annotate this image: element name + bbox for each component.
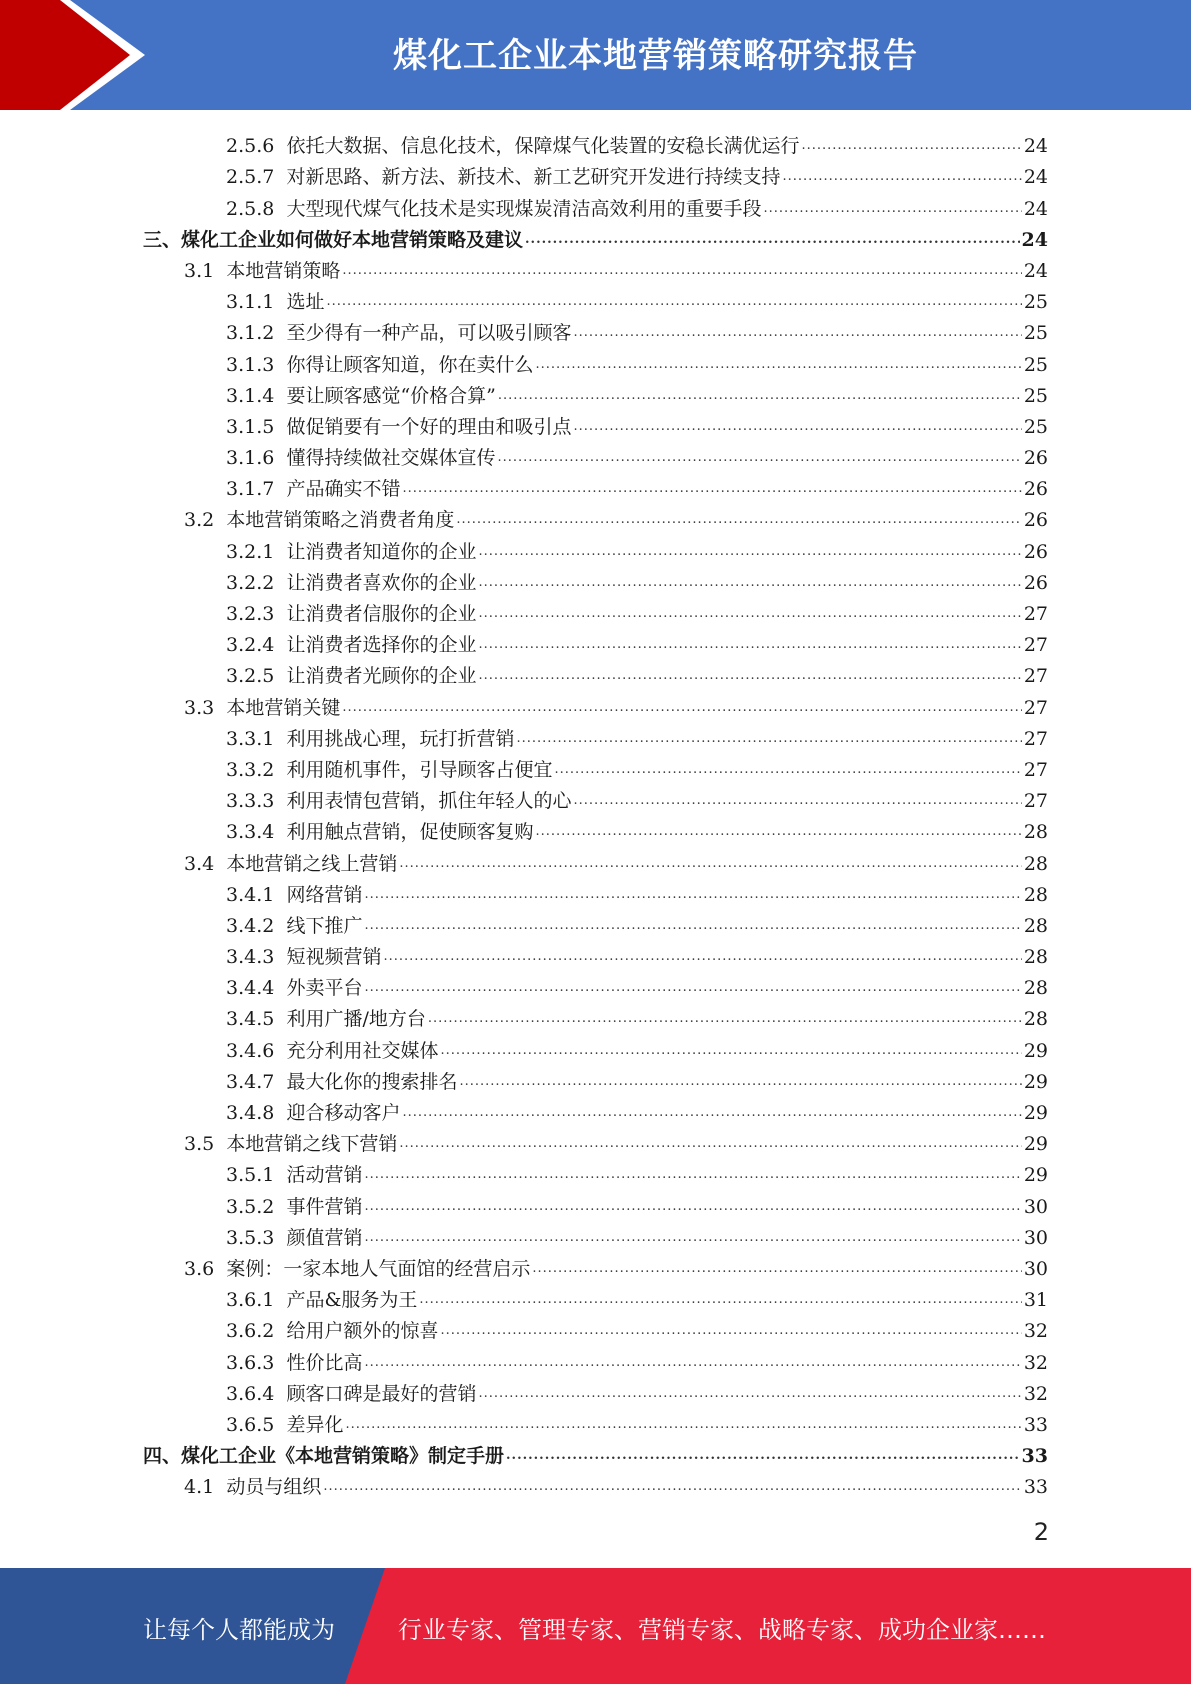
toc-dot-leader: [364, 1195, 1021, 1219]
toc-dot-leader: [456, 508, 1021, 532]
toc-entry-number: 3.5.3: [226, 1226, 275, 1249]
toc-entry[interactable]: [143, 657, 1048, 688]
toc-dot-leader: [532, 1257, 1021, 1281]
toc-entry[interactable]: [143, 532, 1048, 563]
toc-dot-leader: [402, 477, 1021, 501]
toc-dot-leader: [506, 1444, 1020, 1468]
toc-dot-leader: [573, 789, 1021, 813]
toc-entry-number: 3.1.4: [226, 384, 275, 407]
toc-dot-leader: [342, 696, 1021, 720]
toc-entry-number: 3.2.2: [226, 571, 275, 594]
toc-dot-leader: [478, 571, 1021, 595]
toc-entry[interactable]: [143, 252, 1048, 283]
footer-slogan-right: 行业专家、管理专家、营销专家、战略专家、成功企业家……: [398, 1616, 1046, 1644]
toc-entry-number: 3.1.2: [226, 322, 275, 345]
toc-entry[interactable]: [143, 1219, 1048, 1250]
page-footer: [0, 1568, 1191, 1684]
toc-entry-number: 3.4.1: [226, 883, 275, 906]
toc-entry-title: 短视频营销: [286, 946, 382, 969]
toc-entry-title: 本地营销之线下营销: [226, 1133, 398, 1156]
toc-dot-leader: [535, 820, 1021, 844]
toc-entry-page: 26: [1023, 540, 1048, 563]
toc-entry-title: 煤化工企业如何做好本地营销策略及建议: [181, 228, 524, 251]
toc-entry-number: 3.6: [184, 1257, 215, 1280]
toc-entry[interactable]: [143, 720, 1048, 751]
toc-entry-page: 26: [1023, 509, 1048, 532]
toc-entry-title: 你得让顾客知道，你在卖什么: [286, 353, 534, 376]
toc-dot-leader: [478, 1382, 1021, 1406]
toc-entry[interactable]: [143, 813, 1048, 844]
toc-entry-page: 27: [1023, 758, 1048, 781]
toc-entry-number: 3.2.4: [226, 634, 275, 657]
toc-entry-title: 利用表情包营销，抓住年轻人的心: [286, 790, 572, 813]
toc-dot-leader: [516, 727, 1021, 751]
toc-entry-title: 对新思路、新方法、新技术、新工艺研究开发进行持续支持: [286, 166, 781, 189]
toc-entry-page: 24: [1021, 228, 1048, 251]
toc-entry-page: 28: [1023, 852, 1048, 875]
toc-entry-title: 线下推广: [286, 914, 363, 937]
toc-entry-number: 3.2.5: [226, 665, 275, 688]
toc-entry-number: 3.5: [184, 1133, 215, 1156]
toc-entry[interactable]: [143, 1437, 1048, 1468]
toc-entry-title: 产品确实不错: [286, 478, 401, 501]
toc-dot-leader: [364, 883, 1021, 907]
toc-entry-number: 3.2.3: [226, 603, 275, 625]
toc-entry-number: 3.4: [184, 852, 215, 875]
toc-entry-page: 26: [1023, 571, 1048, 594]
toc-dot-leader: [573, 415, 1021, 439]
toc-entry-number: 3.4.5: [226, 1008, 275, 1031]
toc-entry-title: 煤化工企业《本地营销策略》制定手册: [181, 1445, 505, 1468]
toc-entry-number: 3.4.8: [226, 1102, 275, 1124]
toc-dot-leader: [342, 259, 1021, 283]
toc-entry-title: 最大化你的搜索排名: [286, 1070, 458, 1093]
toc-entry-title: 让消费者选择你的企业: [286, 634, 477, 657]
toc-entry-title: 顾客口碑是最好的营销: [286, 1382, 477, 1405]
toc-dot-leader: [763, 197, 1021, 221]
toc-entry-number: 3.3.1: [226, 727, 275, 750]
toc-entry-page: 26: [1023, 447, 1048, 470]
toc-entry[interactable]: [143, 1156, 1048, 1187]
toc-entry-title: 外卖平台: [286, 977, 363, 1000]
toc-dot-leader: [440, 1319, 1021, 1343]
toc-dot-leader: [323, 1475, 1021, 1499]
toc-entry-number: 3.3.4: [226, 821, 275, 844]
toc-entry-title: 动员与组织: [226, 1476, 322, 1499]
toc-entry-title: 让消费者知道你的企业: [286, 540, 477, 563]
toc-entry-title: 给用户额外的惊喜: [286, 1320, 439, 1343]
toc-entry-number: 3.4.3: [226, 946, 275, 969]
toc-entry-page: 32: [1023, 1320, 1048, 1343]
toc-entry-page: 24: [1023, 135, 1048, 158]
page-header: [0, 0, 1191, 110]
toc-entry-title: 产品&服务为王: [286, 1289, 418, 1312]
toc-entry-title: 事件营销: [286, 1195, 363, 1218]
toc-entry-number: 3.6.2: [226, 1320, 275, 1343]
toc-entry[interactable]: [143, 1000, 1048, 1031]
toc-entry-number: 3.1.5: [226, 415, 275, 438]
toc-entry[interactable]: [143, 938, 1048, 969]
toc-entry[interactable]: [143, 127, 1048, 158]
toc-entry-page: 27: [1023, 696, 1048, 719]
toc-entry-title: 要让顾客感觉“价格合算”: [286, 384, 496, 407]
toc-entry[interactable]: [143, 1343, 1048, 1374]
toc-entry-title: 差异化: [286, 1413, 344, 1436]
toc-dot-leader: [782, 165, 1021, 189]
toc-dot-leader: [364, 1226, 1021, 1250]
toc-entry-page: 27: [1023, 727, 1048, 750]
toc-entry-number: 3.2.1: [226, 540, 275, 563]
toc-entry-page: 33: [1023, 1413, 1048, 1436]
toc-entry-page: 30: [1023, 1226, 1048, 1249]
toc-entry-title: 本地营销策略之消费者角度: [226, 509, 455, 532]
toc-entry-number: 3.3.3: [226, 790, 275, 813]
toc-dot-leader: [478, 540, 1021, 564]
toc-entry-number: 2.5.7: [226, 166, 275, 189]
toc-entry-page: 27: [1023, 634, 1048, 657]
report-title: 煤化工企业本地营销策略研究报告: [393, 36, 918, 76]
toc-entry[interactable]: [143, 408, 1048, 439]
toc-entry-title: 迎合移动客户: [286, 1102, 401, 1124]
toc-dot-leader: [478, 664, 1021, 688]
toc-entry-number: 3.1.1: [226, 291, 275, 314]
toc-entry-title: 利用挑战心理，玩打折营销: [286, 727, 515, 750]
toc-dot-leader: [364, 914, 1021, 938]
toc-entry[interactable]: [143, 189, 1048, 220]
toc-entry-number: 3.6.3: [226, 1351, 275, 1374]
toc-entry[interactable]: [143, 501, 1048, 532]
toc-entry-page: 25: [1023, 384, 1048, 407]
toc-entry[interactable]: [143, 1250, 1048, 1281]
toc-dot-leader: [498, 384, 1022, 408]
toc-entry-page: 32: [1023, 1382, 1048, 1405]
toc-entry-number: 3.4.7: [226, 1070, 275, 1093]
toc-entry-number: 3.3.2: [226, 758, 275, 781]
toc-entry-page: 28: [1023, 821, 1048, 844]
toc-entry[interactable]: [143, 345, 1048, 376]
toc-entry[interactable]: [143, 751, 1048, 782]
toc-dot-leader: [326, 290, 1021, 314]
toc-entry[interactable]: [143, 907, 1048, 938]
toc-entry-title: 让消费者喜欢你的企业: [286, 571, 477, 594]
toc-entry[interactable]: [143, 221, 1048, 252]
toc-entry-page: 27: [1023, 665, 1048, 688]
toc-entry-title: 大型现代煤气化技术是实现煤炭清洁高效利用的重要手段: [286, 197, 762, 220]
toc-entry[interactable]: [143, 439, 1048, 470]
toc-entry[interactable]: [143, 1281, 1048, 1312]
toc-entry-number: 3.5.2: [226, 1195, 275, 1218]
toc-entry-title: 网络营销: [286, 883, 363, 906]
toc-entry-title: 依托大数据、信息化技术，保障煤气化装置的安稳长满优运行: [286, 135, 800, 158]
toc-entry-number: 3.1: [184, 259, 215, 282]
toc-entry[interactable]: [143, 564, 1048, 595]
table-of-contents: [143, 127, 1048, 1499]
toc-entry-number: 四、: [143, 1445, 182, 1468]
toc-dot-leader: [428, 1007, 1022, 1031]
toc-entry-page: 26: [1023, 478, 1048, 501]
toc-dot-leader: [399, 1132, 1021, 1156]
toc-entry[interactable]: [143, 1406, 1048, 1437]
toc-entry-title: 充分利用社交媒体: [286, 1039, 439, 1062]
toc-entry-page: 24: [1023, 166, 1048, 189]
toc-entry-title: 颜值营销: [286, 1226, 363, 1249]
toc-dot-leader: [535, 353, 1021, 377]
toc-entry-page: 29: [1023, 1039, 1048, 1062]
toc-entry-title: 做促销要有一个好的理由和吸引点: [286, 415, 572, 438]
toc-dot-leader: [497, 446, 1021, 470]
toc-entry-page: 29: [1023, 1070, 1048, 1093]
toc-entry[interactable]: [143, 314, 1048, 345]
toc-entry[interactable]: [143, 1031, 1048, 1062]
toc-entry-page: 31: [1023, 1289, 1048, 1312]
toc-entry[interactable]: [143, 1468, 1048, 1499]
toc-dot-leader: [383, 945, 1021, 969]
toc-entry-title: 利用广播/地方台: [286, 1008, 426, 1031]
toc-entry-page: 27: [1023, 790, 1048, 813]
toc-dot-leader: [402, 1101, 1021, 1125]
toc-entry-number: 3.6.1: [226, 1289, 275, 1312]
toc-dot-leader: [801, 134, 1021, 158]
toc-entry-number: 3.5.1: [226, 1164, 275, 1187]
toc-entry-page: 30: [1023, 1257, 1048, 1280]
toc-dot-leader: [573, 321, 1021, 345]
toc-dot-leader: [440, 1039, 1021, 1063]
toc-entry-page: 28: [1023, 914, 1048, 937]
toc-entry[interactable]: [143, 377, 1048, 408]
toc-entry-page: 25: [1023, 322, 1048, 345]
footer-slogan-left: 让每个人都能成为: [143, 1616, 335, 1644]
toc-entry-page: 29: [1023, 1102, 1048, 1124]
toc-entry[interactable]: [143, 1312, 1048, 1343]
toc-entry-title: 让消费者信服你的企业: [286, 603, 477, 625]
toc-entry-page: 28: [1023, 977, 1048, 1000]
toc-dot-leader: [345, 1413, 1021, 1437]
toc-entry-number: 3.6.4: [226, 1382, 275, 1405]
toc-dot-leader: [478, 633, 1021, 657]
toc-entry[interactable]: [143, 470, 1048, 501]
toc-entry-page: 25: [1023, 415, 1048, 438]
toc-entry-title: 让消费者光顾你的企业: [286, 665, 477, 688]
toc-entry-number: 3.1.7: [226, 478, 275, 501]
toc-entry-number: 3.1.6: [226, 447, 275, 470]
toc-entry-number: 3.4.4: [226, 977, 275, 1000]
toc-entry[interactable]: [143, 626, 1048, 657]
toc-entry[interactable]: [143, 1125, 1048, 1156]
page-number: 2: [1033, 1518, 1049, 1546]
toc-dot-leader: [478, 602, 1021, 626]
toc-entry-title: 本地营销策略: [226, 259, 341, 282]
toc-entry-number: 3.1.3: [226, 353, 275, 376]
toc-dot-leader: [525, 228, 1020, 252]
toc-entry-number: 3.3: [184, 696, 215, 719]
toc-entry[interactable]: [143, 1187, 1048, 1218]
toc-entry-title: 利用随机事件，引导顾客占便宜: [286, 758, 553, 781]
toc-entry-number: 3.4.2: [226, 914, 275, 937]
toc-entry-number: 3.4.6: [226, 1039, 275, 1062]
toc-entry[interactable]: [143, 595, 1048, 626]
toc-entry[interactable]: [143, 782, 1048, 813]
toc-dot-leader: [399, 852, 1021, 876]
toc-entry-number: 3.6.5: [226, 1413, 275, 1436]
toc-entry-title: 利用触点营销，促使顾客复购: [286, 821, 534, 844]
toc-entry[interactable]: [143, 688, 1048, 719]
toc-entry-page: 30: [1023, 1195, 1048, 1218]
toc-entry-page: 28: [1023, 883, 1048, 906]
toc-entry-page: 33: [1023, 1476, 1048, 1499]
toc-entry[interactable]: [143, 1094, 1048, 1125]
toc-dot-leader: [554, 758, 1021, 782]
toc-entry-title: 懂得持续做社交媒体宣传: [286, 447, 496, 470]
toc-entry[interactable]: [143, 158, 1048, 189]
toc-entry-title: 性价比高: [286, 1351, 363, 1374]
toc-entry-number: 4.1: [184, 1476, 215, 1499]
toc-entry-page: 24: [1023, 197, 1048, 220]
toc-dot-leader: [364, 976, 1021, 1000]
toc-entry-page: 29: [1023, 1164, 1048, 1187]
toc-dot-leader: [459, 1070, 1021, 1094]
toc-entry-title: 本地营销之线上营销: [226, 852, 398, 875]
toc-entry-page: 24: [1023, 259, 1048, 282]
toc-entry-page: 33: [1021, 1445, 1048, 1468]
toc-dot-leader: [364, 1163, 1021, 1187]
toc-entry-title: 案例：一家本地人气面馆的经营启示: [226, 1257, 531, 1280]
toc-entry-title: 选址: [286, 291, 325, 314]
toc-entry-page: 29: [1023, 1133, 1048, 1156]
toc-dot-leader: [364, 1351, 1021, 1375]
toc-entry-title: 本地营销关键: [226, 696, 341, 719]
toc-entry-page: 25: [1023, 291, 1048, 314]
toc-entry[interactable]: [143, 969, 1048, 1000]
toc-entry-page: 28: [1023, 946, 1048, 969]
toc-entry[interactable]: [143, 844, 1048, 875]
toc-entry-title: 至少得有一种产品，可以吸引顾客: [286, 322, 572, 345]
toc-dot-leader: [419, 1288, 1021, 1312]
toc-entry-number: 3.2: [184, 509, 215, 532]
toc-entry-number: 三、: [143, 228, 182, 251]
toc-entry-page: 32: [1023, 1351, 1048, 1374]
toc-entry[interactable]: [143, 1375, 1048, 1406]
toc-entry[interactable]: [143, 283, 1048, 314]
toc-entry-title: 活动营销: [286, 1164, 363, 1187]
toc-entry-page: 25: [1023, 353, 1048, 376]
toc-entry-page: 27: [1023, 603, 1048, 625]
toc-entry[interactable]: [143, 1063, 1048, 1094]
toc-entry-number: 2.5.6: [226, 135, 275, 158]
toc-entry[interactable]: [143, 876, 1048, 907]
toc-entry-number: 2.5.8: [226, 197, 275, 220]
toc-entry-page: 28: [1023, 1008, 1048, 1031]
